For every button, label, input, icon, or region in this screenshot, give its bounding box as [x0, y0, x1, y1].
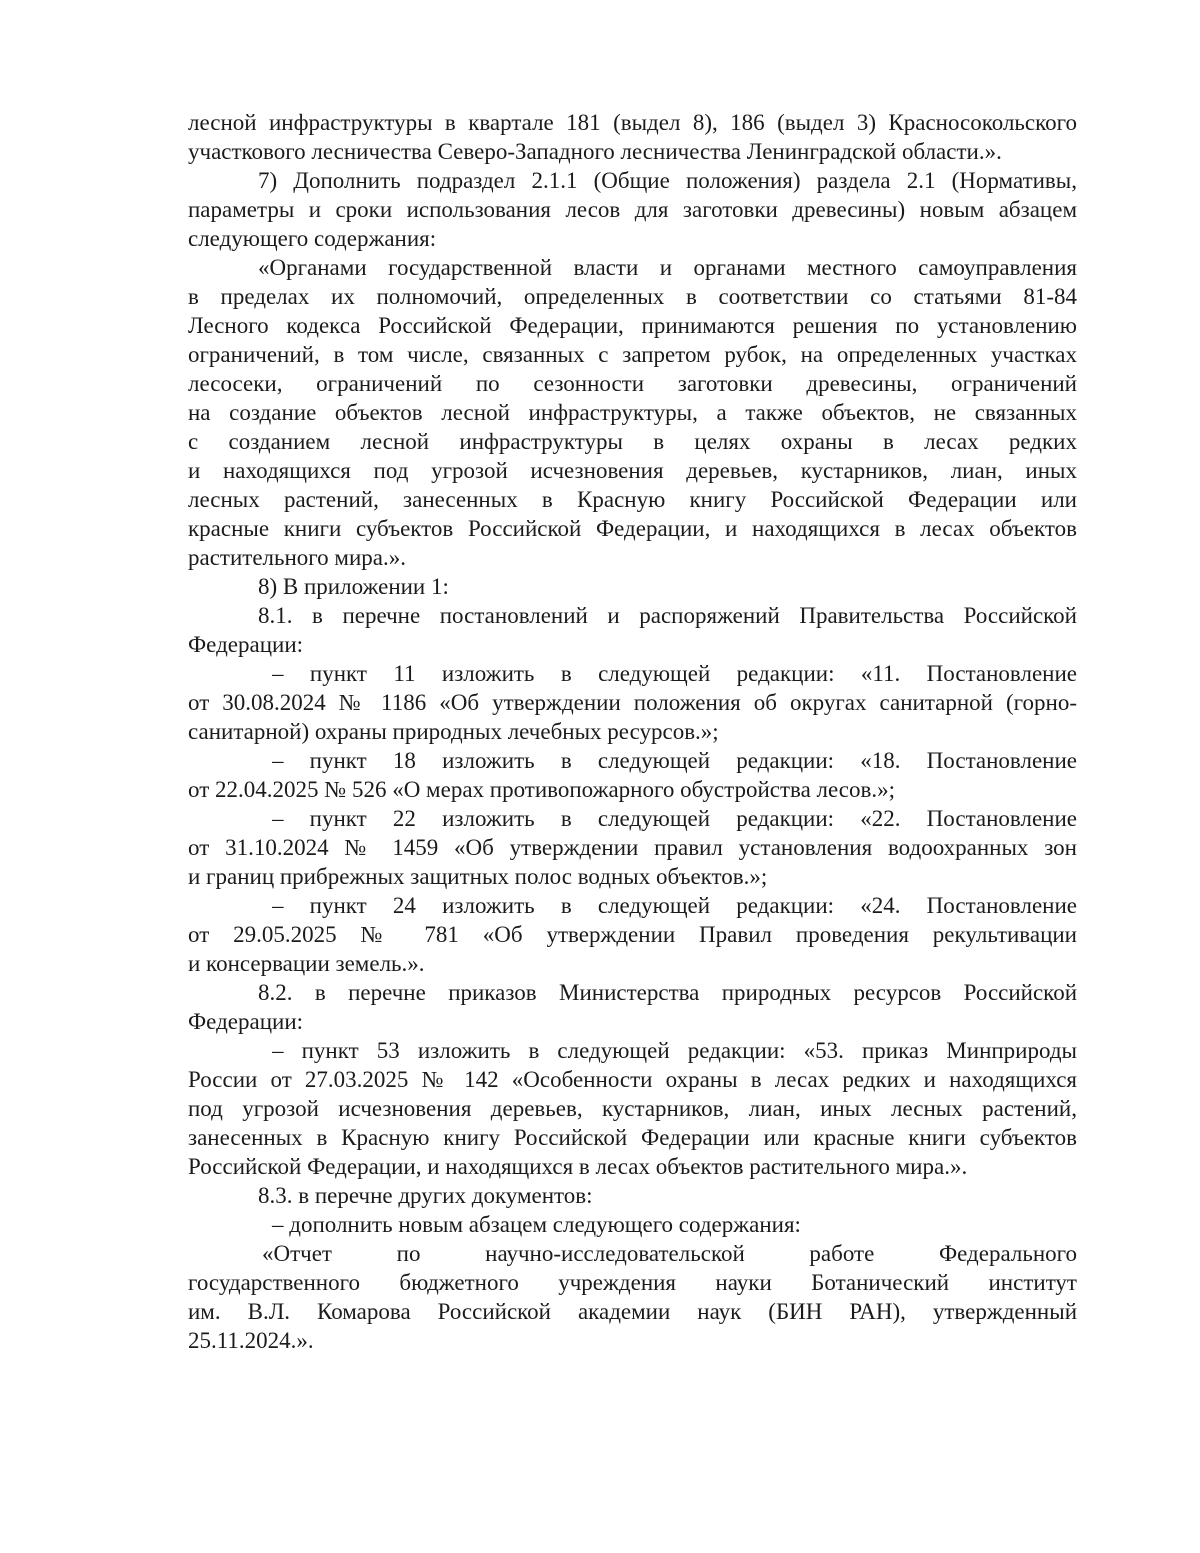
text-line: лесосеки, ограничений по сезонности заготовки древесины, ограничений: [188, 371, 1077, 396]
text-line: и находящихся под угрозой исчезновения деревьев, кустарников, лиан, иных: [188, 458, 1077, 483]
text-line: – дополнить новым абзацем следующего содержания:: [272, 1212, 801, 1237]
text-line: от 29.05.2025 № 781 «Об утверждении Правил проведения рекультивации: [188, 922, 1077, 947]
text-line: параметры и сроки использования лесов для заготовки древесины) новым абзацем: [188, 197, 1077, 222]
text-line: «Отчет по научно-исследовательской работе Федерального: [262, 1241, 1077, 1266]
text-line: – пункт 11 изложить в следующей редакции: «11. Постановление: [272, 661, 1077, 686]
text-line: следующего содержания:: [188, 226, 437, 251]
text-line: от 31.10.2024 № 1459 «Об утверждении правил установления водоохранных зон: [188, 835, 1077, 860]
text-line: и консервации земель.».: [188, 951, 425, 976]
text-line: «Органами государственной власти и органами местного самоуправления: [258, 255, 1077, 280]
text-line: Федерации:: [188, 632, 304, 657]
text-line: 7) Дополнить подраздел 2.1.1 (Общие положения) раздела 2.1 (Нормативы,: [258, 168, 1077, 193]
text-line: от 22.04.2025 № 526 «О мерах противопожарного обустройства лесов.»;: [188, 777, 896, 802]
text-line: растительного мира.».: [188, 545, 406, 570]
text-line: – пункт 18 изложить в следующей редакции: «18. Постановление: [272, 748, 1077, 773]
text-line: под угрозой исчезновения деревьев, кустарников, лиан, иных лесных растений,: [188, 1096, 1077, 1121]
text-line: участкового лесничества Северо-Западного лесничества Ленинградской области.».: [188, 139, 1002, 164]
text-line: на создание объектов лесной инфраструктуры, а также объектов, не связанных: [188, 400, 1077, 425]
text-line: 25.11.2024.».: [188, 1328, 314, 1353]
text-line: Лесного кодекса Российской Федерации, принимаются решения по установлению: [188, 313, 1077, 338]
text-line: 8.3. в перечне других документов:: [258, 1183, 593, 1208]
text-line: в пределах их полномочий, определенных в соответствии со статьями 81-84: [188, 284, 1077, 309]
text-line: – пункт 53 изложить в следующей редакции: «53. приказ Минприроды: [272, 1038, 1077, 1063]
text-line: с созданием лесной инфраструктуры в целях охраны в лесах редких: [188, 429, 1077, 454]
text-line: от 30.08.2024 № 1186 «Об утверждении положения об округах санитарной (горно-: [188, 690, 1077, 715]
text-line: лесных растений, занесенных в Красную книгу Российской Федерации или: [188, 487, 1077, 512]
text-line: лесной инфраструктуры в квартале 181 (выдел 8), 186 (выдел 3) Красносокольского: [188, 110, 1077, 135]
text-line: – пункт 22 изложить в следующей редакции: «22. Постановление: [272, 806, 1077, 831]
text-line: – пункт 24 изложить в следующей редакции: «24. Постановление: [272, 893, 1077, 918]
text-line: красные книги субъектов Российской Федерации, и находящихся в лесах объектов: [188, 516, 1077, 541]
text-line: 8.1. в перечне постановлений и распоряжений Правительства Российской: [258, 603, 1077, 628]
text-line: Российской Федерации, и находящихся в лесах объектов растительного мира.».: [188, 1154, 968, 1179]
text-line: санитарной) охраны природных лечебных ресурсов.»;: [188, 719, 719, 744]
text-line: России от 27.03.2025 № 142 «Особенности охраны в лесах редких и находящихся: [188, 1067, 1077, 1092]
text-line: государственного бюджетного учреждения науки Ботанический институт: [188, 1270, 1077, 1295]
text-line: Федерации:: [188, 1009, 304, 1034]
text-line: 8) В приложении 1:: [258, 574, 449, 599]
text-line: и границ прибрежных защитных полос водных объектов.»;: [188, 864, 768, 889]
text-line: им. В.Л. Комарова Российской академии наук (БИН РАН), утвержденный: [188, 1299, 1077, 1324]
text-line: занесенных в Красную книгу Российской Федерации или красные книги субъектов: [188, 1125, 1077, 1150]
text-line: ограничений, в том числе, связанных с запретом рубок, на определенных участках: [188, 342, 1077, 367]
text-line: 8.2. в перечне приказов Министерства природных ресурсов Российской: [258, 980, 1077, 1005]
